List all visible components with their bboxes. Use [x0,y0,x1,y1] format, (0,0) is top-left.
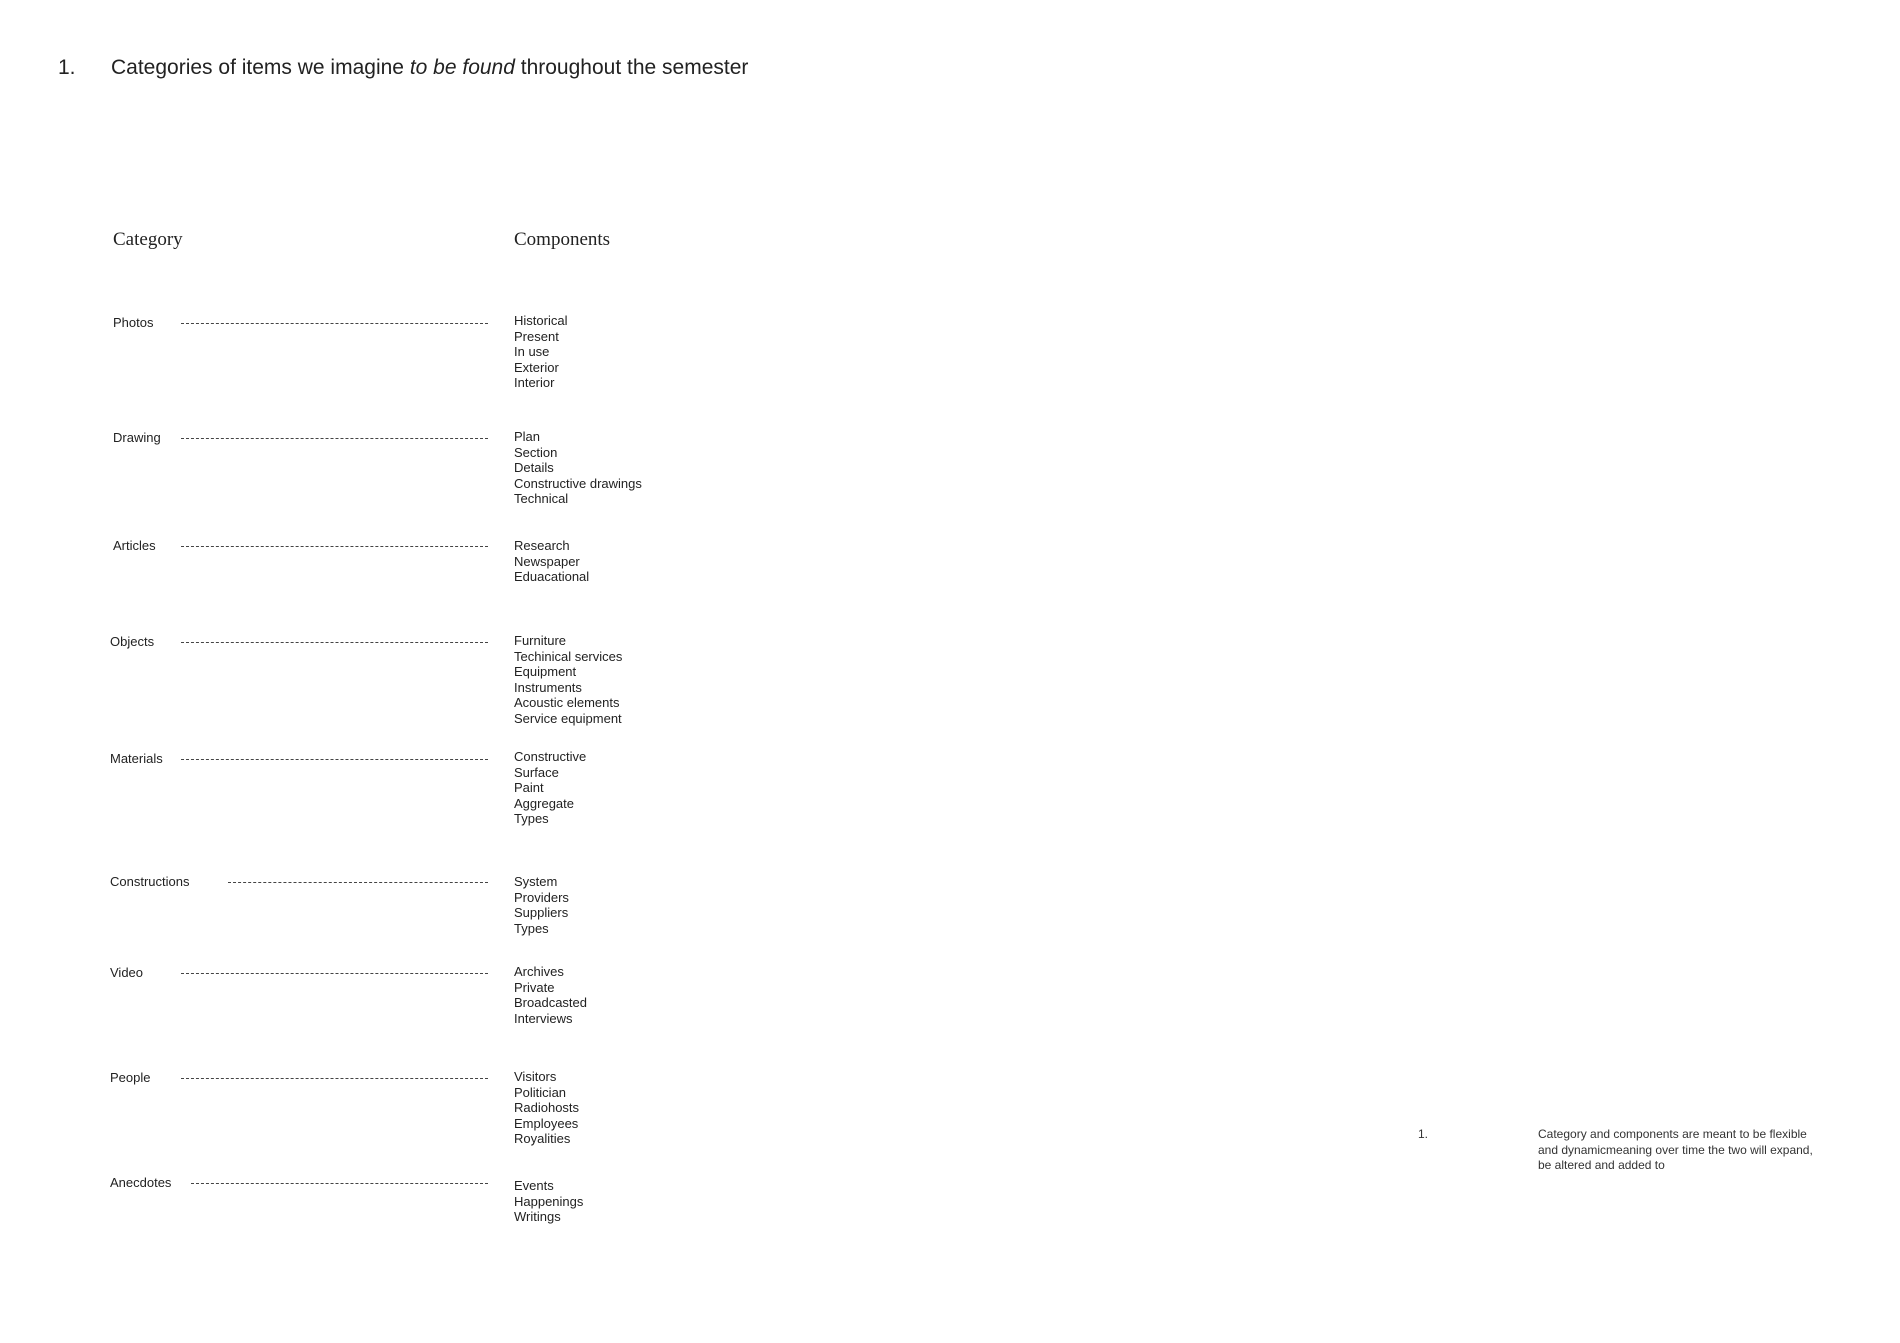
component-item: Aggregate [514,795,574,811]
component-item: Exterior [514,359,559,375]
component-item: System [514,874,558,889]
component-item: Types [514,920,549,936]
heading-text-before: Categories of items we imagine [111,56,410,79]
component-item: Providers [514,889,569,905]
dotted-leader-line [181,546,488,547]
category-label: Articles [113,538,156,553]
dotted-leader-line [181,759,488,760]
category-label: Objects [110,634,155,649]
dotted-leader-line [191,1183,488,1184]
component-item: Furniture [514,633,567,648]
component-item: Paint [514,780,544,796]
component-item: Broadcasted [514,995,587,1011]
component-item: Newspaper [514,553,580,569]
component-item: Types [514,811,549,827]
component-item: Visitors [514,1069,557,1084]
category-label: Drawing [113,430,161,445]
dotted-leader-line [181,438,488,439]
components-list [514,313,567,391]
page-heading [111,56,748,80]
component-item: Techinical services [514,648,623,664]
component-item: Radiohosts [514,1100,580,1116]
component-item: Private [514,979,555,995]
component-item: Acoustic elements [514,695,620,711]
components-list [514,633,622,727]
component-item: Politician [514,1084,567,1100]
component-item: Archives [514,964,564,979]
component-item: Research [514,538,570,553]
dotted-leader-line [181,1078,488,1079]
components-list [514,874,569,936]
category-label: Video [110,965,144,980]
dotted-leader-line [181,973,488,974]
components-column-header: Components [514,229,611,250]
component-item: Employees [514,1115,579,1131]
component-item: Service equipment [514,710,622,726]
dotted-leader-line [181,323,488,324]
component-item: Suppliers [514,905,569,921]
component-item: Present [514,328,559,344]
footnote-text: Category and components are meant to be flexible and dynamicmeaning over time the two will expand, be altered and added to [1538,1127,1813,1172]
category-label: Anecdotes [110,1175,172,1190]
category-label: Constructions [110,874,190,889]
component-item: Writings [514,1209,561,1225]
heading-number: 1. [58,56,76,79]
components-list [514,964,587,1026]
component-item: Constructive [514,749,587,764]
components-list [514,1178,583,1225]
component-item: Section [514,444,558,460]
component-item: Happenings [514,1193,584,1209]
component-item: Plan [514,429,541,444]
component-item: Instruments [514,679,582,695]
dotted-leader-line [181,642,488,643]
category-label: Materials [110,751,163,766]
category-column-header: Category [113,229,183,250]
footnote-number: 1. [1418,1127,1429,1141]
component-item: Events [514,1178,554,1193]
components-list [514,749,586,827]
category-label: People [110,1070,151,1085]
component-item: Royalities [514,1131,571,1147]
heading-text-emphasis: to be found [409,56,515,79]
component-item: Surface [514,764,559,780]
component-item: Constructive drawings [514,475,642,491]
component-item: Eduacational [514,569,590,585]
component-item: In use [514,344,550,360]
component-item: Technical [514,491,569,507]
components-list [514,1069,579,1147]
component-item: Details [514,460,554,476]
components-list [514,429,642,507]
heading-text-after: throughout the semester [514,56,749,79]
component-item: Equipment [514,664,577,680]
component-item: Interviews [514,1010,573,1026]
dotted-leader-line [228,882,488,883]
component-item: Historical [514,313,568,328]
category-label: Photos [113,315,154,330]
component-item: Interior [514,375,555,391]
components-list [514,538,589,585]
